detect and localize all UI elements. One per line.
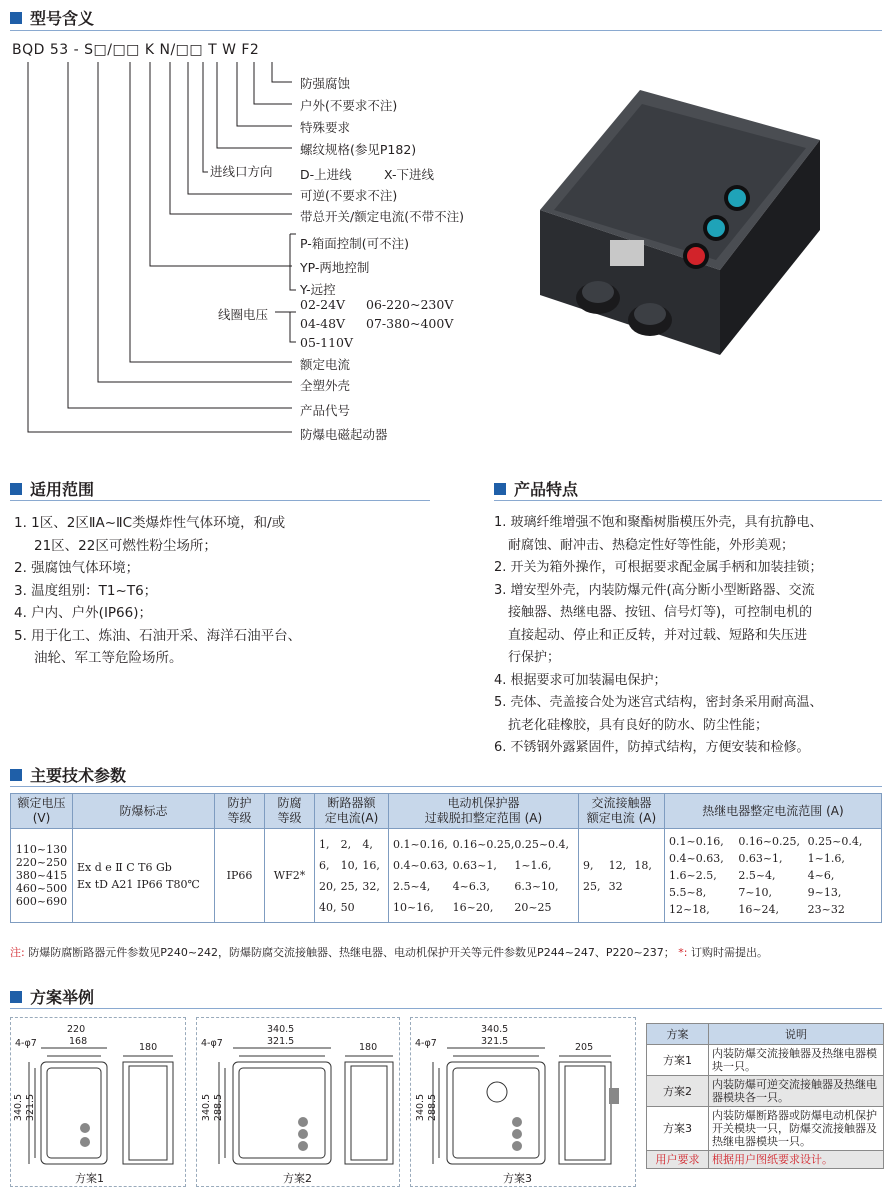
exmark-cell (73, 829, 215, 923)
cell-value: 1~1.6, (807, 852, 845, 865)
cell-value: 10, (340, 858, 359, 872)
cell-line: 600~690 (15, 895, 68, 908)
motor-cell (389, 829, 579, 923)
model-label: 户外(不要求不注) (300, 98, 398, 113)
scope-list (14, 512, 301, 670)
list-item: 接触器、热继电器、按钮、信号灯等)，可控制电机的 (508, 605, 813, 620)
drawing-scheme-3 (410, 1017, 636, 1187)
model-label: 带总开关/额定电流(不带不注) (300, 209, 464, 224)
breaker-grid (319, 834, 384, 918)
table-header: 方案 (647, 1024, 709, 1045)
cell-value: 2, (340, 837, 352, 851)
section-title-schemes: 方案举例 (10, 985, 94, 1008)
voltage-cell (11, 829, 73, 923)
model-label: 进线口方向 (210, 164, 273, 179)
dim-width: 220 (67, 1024, 86, 1035)
note-prefix: 注: (10, 946, 25, 959)
cell-value: 16~20, (452, 900, 494, 914)
cell-value: 4~6, (807, 869, 835, 882)
list-item: 3. 增安型外壳，内装防爆元件(高分断小型断路器、交流 (494, 582, 815, 598)
dim-height: 340.5 (201, 1093, 213, 1122)
model-label: X-下进线 (384, 167, 434, 182)
dim-height: 340.5 (13, 1093, 25, 1122)
motor-grid (393, 834, 574, 918)
cell-value: 1, (319, 837, 330, 851)
footnote (10, 944, 768, 960)
dim-width: 340.5 (267, 1024, 295, 1035)
cell-value: 16~24, (738, 903, 780, 916)
drawing-scheme-1 (10, 1017, 186, 1187)
cell-line: 380~415 (15, 869, 68, 882)
section-bullet-icon (494, 483, 506, 495)
cell-value: 6.3~10, (514, 879, 559, 893)
table-row (647, 1151, 884, 1169)
model-label: 产品代号 (300, 403, 351, 418)
list-item: 1. 玻璃纤维增强不饱和聚酯树脂模压外壳，具有抗静电、 (494, 515, 823, 530)
model-label: 可逆(不要求不注) (300, 188, 398, 203)
drawing-lines (11, 1018, 187, 1188)
cell-value: 18, (634, 858, 652, 872)
cell-value (362, 897, 384, 918)
cell-value: 0.25~0.4, (807, 835, 863, 848)
section-title-features: 产品特点 (494, 477, 578, 500)
scheme-desc: 根据用户图纸要求设计。 (709, 1151, 884, 1169)
scheme-desc: 内装防爆断路器或防爆电动机保护开关模块一只，防爆交流接触器及热继电器模块一只。 (709, 1107, 884, 1151)
list-item: 1. 1区、2区ⅡA~ⅡC类爆炸性气体环境，和/或 (14, 515, 286, 531)
cell-value: 32 (608, 879, 623, 893)
model-label: 05-110V (300, 335, 354, 350)
table-header: 防护 等级 (215, 794, 265, 829)
model-label: 02-24V (300, 297, 346, 312)
list-item: 21区、22区可燃性粉尘场所； (34, 537, 217, 554)
section-title-model: 型号含义 (10, 6, 94, 29)
dim-height: 340.5 (415, 1093, 427, 1122)
note-star-text: 订购时需提出。 (690, 946, 768, 959)
section-bullet-icon (10, 483, 22, 495)
cell-value: 2.5~4, (393, 879, 431, 893)
cell-value: 23~32 (807, 903, 845, 916)
cell-value: 0.16~0.25, (452, 837, 515, 851)
section-bullet-icon (10, 769, 22, 781)
model-label: YP-两地控制 (300, 260, 370, 275)
cell-value: 25, (340, 879, 359, 893)
model-code: BQD 53 - S□/□□ K N/□□ T W F2 (12, 42, 260, 58)
cell-value: 16, (362, 858, 380, 872)
model-label: 螺纹规格(参见P182) (300, 142, 417, 157)
cell-value: 5.5~8, (669, 886, 707, 899)
cell-value: 9~13, (807, 886, 842, 899)
dim-hole: 4-φ7 (201, 1038, 223, 1049)
list-item: 耐腐蚀、耐冲击、热稳定性好等性能，外形美观； (508, 537, 795, 553)
cell-line: 110~130 (15, 843, 68, 856)
model-label: 防强腐蚀 (300, 76, 351, 91)
cell-value: 0.25~0.4, (514, 837, 570, 851)
model-label: D-上进线 (300, 167, 352, 182)
cell-value: 0.16~0.25, (738, 835, 801, 848)
dim-height: 288.5 (427, 1093, 439, 1122)
model-tree-lines (0, 0, 520, 460)
note-star: *: (678, 946, 688, 959)
contactor-cell (579, 829, 665, 923)
list-item: 行保护； (508, 650, 561, 665)
dim-hole: 4-φ7 (15, 1038, 37, 1049)
table-row (647, 1076, 884, 1107)
cell-line: 460~500 (15, 882, 68, 895)
divider (494, 500, 882, 501)
cell-value: 1~1.6, (514, 858, 552, 872)
cell-value: 0.4~0.63, (669, 852, 724, 865)
section-title-scope: 适用范围 (10, 477, 94, 500)
dim-width: 168 (69, 1036, 88, 1047)
drawing-lines (411, 1018, 637, 1188)
thermal-grid (669, 833, 877, 918)
cell-value: 10~16, (393, 900, 434, 914)
list-item: 3. 温度组别：T1~T6； (14, 582, 158, 599)
list-item: 5. 壳体、壳盖接合处为迷宫式结构，密封条采用耐高温、 (494, 695, 823, 710)
cell-value: 4, (362, 837, 373, 851)
dim-depth: 205 (575, 1042, 594, 1053)
scheme-name: 用户要求 (647, 1151, 709, 1169)
cell-value: 20, (319, 879, 337, 893)
anti-cell: WF2* (265, 829, 315, 923)
dim-hole: 4-φ7 (415, 1038, 437, 1049)
model-label: 04-48V (300, 316, 346, 331)
list-item: 5. 用于化工、炼油、石油开采、海洋石油平台、 (14, 627, 302, 644)
cell-value: 32, (362, 879, 380, 893)
table-row (647, 1045, 884, 1076)
list-item: 抗老化硅橡胶，具有良好的防水、防尘性能； (508, 717, 769, 733)
model-label: 特殊要求 (300, 120, 351, 135)
cell-value: 2.5~4, (738, 869, 776, 882)
list-item: 2. 强腐蚀气体环境； (14, 560, 140, 576)
cell-value: 40, (319, 900, 337, 914)
cell-value: 20~25 (514, 900, 552, 914)
list-item: 4. 根据要求可加装漏电保护； (494, 672, 667, 688)
model-label: 06-220~230V (366, 297, 454, 312)
drawing-scheme-2 (196, 1017, 400, 1187)
table-header: 电动机保护器 过载脱扣整定范围 (A) (389, 794, 579, 829)
cell-value: 0.1~0.16, (669, 835, 724, 848)
scheme-name: 方案1 (647, 1045, 709, 1076)
cell-value: 12, (608, 858, 627, 872)
cell-value: 12~18, (669, 903, 710, 916)
table-header: 断路器额 定电流(A) (315, 794, 389, 829)
cell-value: 0.63~1, (738, 852, 783, 865)
scheme-table (646, 1023, 884, 1169)
dim-width: 340.5 (481, 1024, 509, 1035)
model-label: 线圈电压 (218, 307, 269, 322)
section-title-tech: 主要技术参数 (10, 763, 126, 786)
scheme-name: 方案2 (647, 1076, 709, 1107)
thermal-cell (665, 829, 882, 923)
model-label: 全塑外壳 (300, 378, 351, 393)
cell-value: 9, (583, 858, 594, 872)
cell-value (634, 876, 660, 897)
drawing-caption: 方案1 (75, 1172, 104, 1185)
list-item: 油轮、军工等危险场所。 (34, 650, 183, 666)
dim-depth: 180 (359, 1042, 378, 1053)
model-label: 额定电流 (300, 357, 351, 372)
model-label: 防爆电磁起动器 (300, 427, 388, 442)
table-header: 防腐 等级 (265, 794, 315, 829)
scheme-desc: 内装防爆交流接触器及热继电器模块一只。 (709, 1045, 884, 1076)
list-item: 6. 不锈钢外露紧固件，防掉式结构，方便安装和检修。 (494, 740, 810, 755)
table-header: 热继电器整定电流范围 (A) (665, 794, 882, 829)
product-image (520, 70, 840, 360)
cell-value: 0.63~1, (452, 858, 497, 872)
cell-value: 0.4~0.63, (393, 858, 448, 872)
scheme-desc: 内装防爆可逆交流接触器及热继电器模块各一只。 (709, 1076, 884, 1107)
drawing-caption: 方案3 (503, 1172, 532, 1185)
table-row (647, 1107, 884, 1151)
breaker-cell (315, 829, 389, 923)
model-label: Y-远控 (300, 282, 336, 297)
cell-line: Ex tD A21 IP66 T80℃ (77, 877, 200, 891)
cell-line: Ex d e Ⅱ C T6 Gb (77, 860, 172, 874)
table-row (11, 829, 882, 923)
table-header: 额定电压 (V) (11, 794, 73, 829)
cell-value: 1.6~2.5, (669, 869, 717, 882)
list-item: 直接起动、停止和正反转，并对过载、短路和失压进 (508, 627, 808, 643)
divider (10, 786, 882, 787)
scheme-name: 方案3 (647, 1107, 709, 1151)
table-header: 交流接触器 额定电流 (A) (579, 794, 665, 829)
dim-depth: 180 (139, 1042, 158, 1053)
table-header: 说明 (709, 1024, 884, 1045)
cell-value: 25, (583, 879, 601, 893)
cell-value: 6, (319, 858, 330, 872)
ip-cell: IP66 (215, 829, 265, 923)
tech-table (10, 793, 882, 923)
list-item: 4. 户内、户外(IP66)； (14, 605, 153, 621)
dim-width: 321.5 (481, 1036, 509, 1047)
model-label: P-箱面控制(可不注) (300, 236, 410, 251)
contactor-grid (583, 855, 660, 897)
cell-value: 0.1~0.16, (393, 837, 448, 851)
cell-value: 50 (340, 900, 355, 914)
dim-height: 288.5 (213, 1093, 225, 1122)
table-header: 防爆标志 (73, 794, 215, 829)
list-item: 2. 开关为箱外操作，可根据要求配金属手柄和加装挂锁； (494, 560, 823, 575)
divider (10, 1008, 882, 1009)
divider (10, 500, 430, 501)
cell-value: 7~10, (738, 886, 773, 899)
dim-width: 321.5 (267, 1036, 295, 1047)
section-bullet-icon (10, 991, 22, 1003)
cell-value: 4~6.3, (452, 879, 490, 893)
note-text: 防爆防腐断路器元件参数见P240~242，防爆防腐交流接触器、热继电器、电动机保护开关等元件参数见P244~247、P220~237； (28, 946, 675, 959)
drawing-caption: 方案2 (283, 1172, 312, 1185)
model-label: 07-380~400V (366, 316, 454, 331)
features-list (494, 512, 823, 760)
cell-line: 220~250 (15, 856, 68, 869)
dim-height: 321.5 (25, 1093, 37, 1122)
